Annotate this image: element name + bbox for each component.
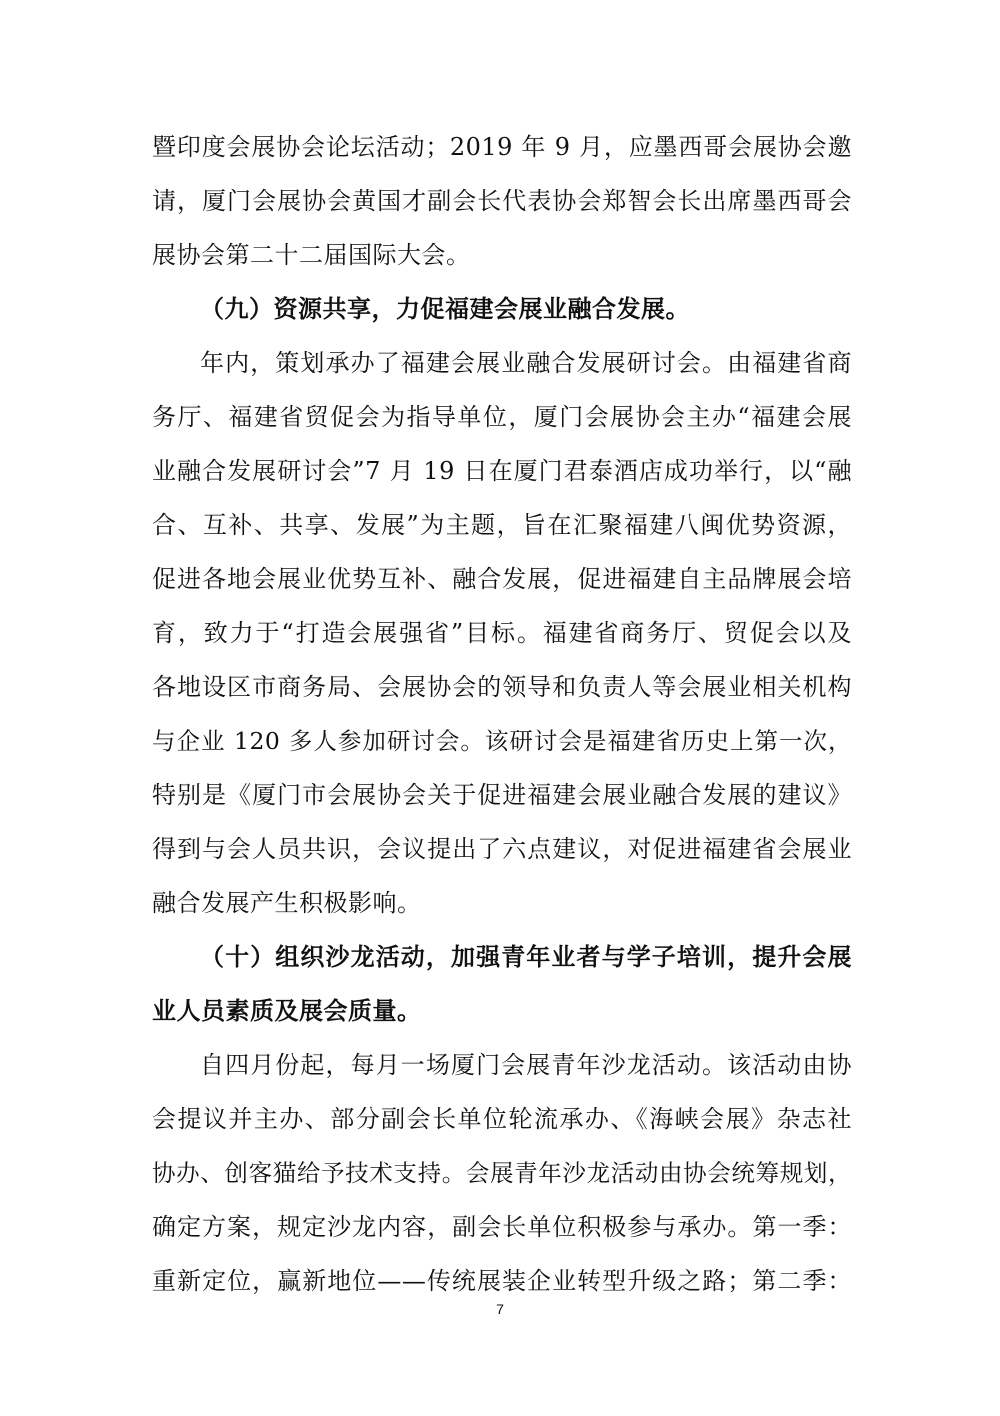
body-text-line: 合、互补、共享、发展”为主题，旨在汇聚福建八闽优势资源， <box>152 511 852 539</box>
body-text-line: 务厅、福建省贸促会为指导单位，厦门会展协会主办“福建会展 <box>152 403 852 431</box>
body-text-line: 与企业 120 多人参加研讨会。该研讨会是福建省历史上第一次， <box>152 727 852 755</box>
body-text-line: 得到与会人员共识，会议提出了六点建议，对促进福建省会展业 <box>152 835 852 863</box>
body-text-line: 年内，策划承办了福建会展业融合发展研讨会。由福建省商 <box>200 349 852 377</box>
body-text-line: 重新定位，赢新地位——传统展装企业转型升级之路；第二季： <box>152 1267 852 1295</box>
body-text-line: 确定方案，规定沙龙内容，副会长单位积极参与承办。第一季： <box>152 1213 852 1241</box>
body-text-line: 促进各地会展业优势互补、融合发展，促进福建自主品牌展会培 <box>152 565 852 593</box>
page-number: 7 <box>496 1301 504 1317</box>
section-heading: （十）组织沙龙活动，加强青年业者与学子培训，提升会展 <box>200 943 852 971</box>
body-text-line: 暨印度会展协会论坛活动；2019 年 9 月，应墨西哥会展协会邀 <box>152 133 852 161</box>
body-text-line: 协办、创客猫给予技术支持。会展青年沙龙活动由协会统筹规划， <box>152 1159 852 1187</box>
section-heading: （九）资源共享，力促福建会展业融合发展。 <box>200 295 690 323</box>
body-text-line: 展协会第二十二届国际大会。 <box>152 241 471 269</box>
body-text-line: 自四月份起，每月一场厦门会展青年沙龙活动。该活动由协 <box>200 1051 852 1079</box>
body-text-line: 会提议并主办、部分副会长单位轮流承办、《海峡会展》杂志社 <box>152 1105 852 1133</box>
section-heading: 业人员素质及展会质量。 <box>152 997 422 1025</box>
body-text-line: 请，厦门会展协会黄国才副会长代表协会郑智会长出席墨西哥会 <box>152 187 852 215</box>
body-text-line: 育，致力于“打造会展强省”目标。福建省商务厅、贸促会以及 <box>152 619 852 647</box>
body-text-line: 各地设区市商务局、会展协会的领导和负责人等会展业相关机构 <box>152 673 852 701</box>
body-text-line: 融合发展产生积极影响。 <box>152 889 422 917</box>
body-text-line: 特别是《厦门市会展协会关于促进福建会展业融合发展的建议》 <box>152 781 852 809</box>
body-text-line: 业融合发展研讨会”7 月 19 日在厦门君泰酒店成功举行，以“融 <box>152 457 852 485</box>
